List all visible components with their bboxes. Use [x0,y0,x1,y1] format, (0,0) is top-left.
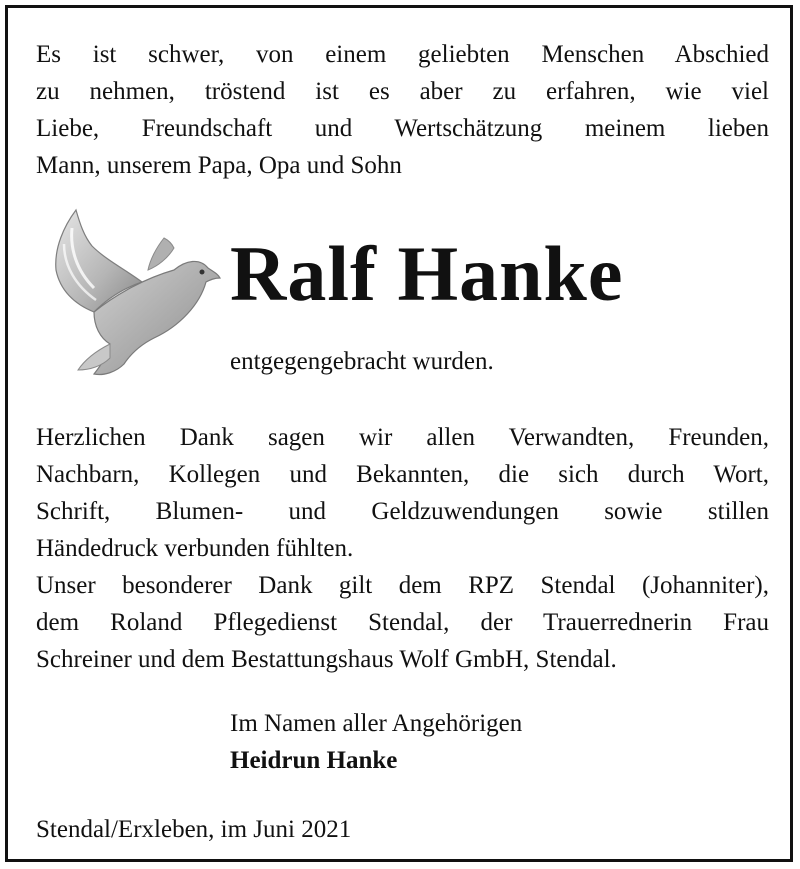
signoff-name: Heidrun Hanke [230,747,398,774]
intro-line: zu nehmen, tröstend ist es aber zu erfahren, wie viel [36,78,769,105]
signoff-intro: Im Namen aller Angehörigen [230,710,523,737]
dove-icon [46,208,221,378]
after-name-text: entgegengebracht wurden. [230,348,494,375]
thanks-line: Herzlichen Dank sagen wir allen Verwandten, Freunden, [36,424,769,451]
intro-line: Liebe, Freundschaft und Wertschätzung meinem lieben [36,115,769,142]
thanks-line: Händedruck verbunden fühlten. [36,535,354,562]
intro-line: Es ist schwer, von einem geliebten Menschen Abschied [36,41,769,68]
thanks-line: Unser besonderer Dank gilt dem RPZ Stendal (Johanniter), [36,572,769,599]
thanks-line: Schrift, Blumen- und Geldzuwendungen sowie stillen [36,498,769,525]
intro-line: Mann, unserem Papa, Opa und Sohn [36,152,402,179]
thanks-line: Nachbarn, Kollegen und Bekannten, die sich durch Wort, [36,461,769,488]
thanks-line: dem Roland Pflegedienst Stendal, der Trauerrednerin Frau [36,609,769,636]
intro-paragraph [36,36,769,184]
obituary-notice [5,5,793,862]
place-date: Stendal/Erxleben, im Juni 2021 [36,816,352,843]
thanks-paragraph [36,419,769,678]
deceased-name: Ralf Hanke [230,230,624,317]
thanks-line: Schreiner und dem Bestattungshaus Wolf GmbH, Stendal. [36,646,617,673]
